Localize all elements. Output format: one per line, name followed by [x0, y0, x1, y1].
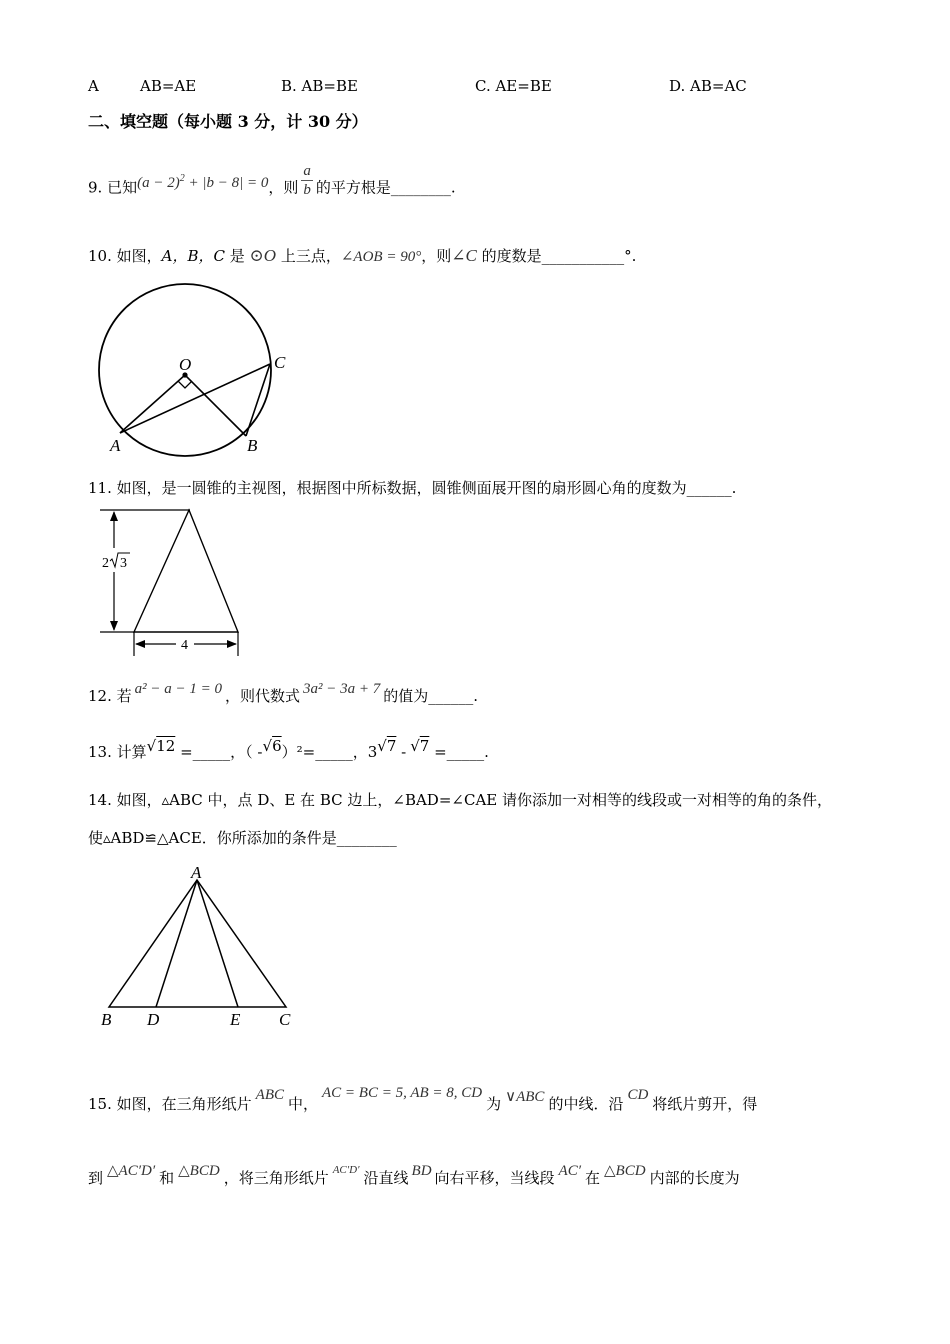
question-15-line-1: [88, 1085, 758, 1115]
base-label: 4: [181, 638, 188, 653]
height-arrow-bottom: [110, 621, 118, 631]
q15-condition: AC = BC = 5, AB = 8, CD: [322, 1085, 483, 1101]
q15-cd: CD: [627, 1087, 649, 1103]
q10-angle-c: ∠C: [451, 246, 477, 265]
question-14-line-1: [88, 790, 832, 810]
option-a-letter: A: [88, 77, 99, 95]
option-b: B. AB=BE: [281, 77, 358, 95]
q15-l2f: 在: [585, 1169, 601, 1187]
q9-mid: ，则: [268, 178, 299, 197]
label-o: O: [179, 355, 192, 374]
q15-l2b: 和: [159, 1169, 175, 1187]
q15-l2a: 到: [88, 1169, 104, 1187]
q12-expression: 3a² − 3a + 7: [303, 681, 381, 697]
question-11: [88, 478, 736, 498]
q9-fraction: $\frac{a}{b}$: [303, 163, 311, 198]
label-d: D: [147, 1010, 160, 1029]
label-b: B: [101, 1010, 112, 1029]
q15-triangle-bcd: △BCD: [178, 1163, 220, 1179]
q12-pre: 若: [116, 687, 132, 705]
q12-equation: a² − a − 1 = 0: [134, 681, 223, 697]
q13-radical-2: √6: [262, 737, 282, 755]
height-label-radicand: 3: [120, 556, 127, 571]
figure-11-cone: [98, 504, 248, 656]
q15-ac: AC′: [558, 1163, 581, 1179]
option-a-text: AB=AE: [140, 77, 197, 95]
q15-bd: BD: [411, 1163, 432, 1179]
q10-post: 的度数是___________°.: [476, 247, 637, 265]
segment-ac: [120, 364, 270, 433]
section-title: 二、填空题（每小题 3 分，计 30 分）: [88, 112, 368, 131]
q10-mid2: 上三点，: [276, 247, 341, 265]
figure-14-triangle: [98, 864, 298, 1034]
q15-l2e: 向右平移，当线段: [434, 1169, 555, 1187]
label-c: C: [279, 1010, 291, 1029]
q10-number: 10.: [88, 247, 112, 265]
option-d: D. AB=AC: [669, 77, 747, 95]
q11-number: 11.: [88, 479, 112, 497]
q13-part1: =_____，（ -: [175, 743, 263, 761]
cone-triangle: [134, 510, 238, 632]
q13-number: 13.: [88, 743, 112, 761]
question-14-line-2: 使▵ABD≌△ACE．你所添加的条件是________: [88, 829, 397, 847]
right-angle-mark: [178, 381, 192, 388]
q9-expr: $(a - 2)^2 + |b - 8| = 0$: [137, 172, 269, 191]
q10-circle: ⊙O: [249, 246, 277, 265]
question-15-line-2: [88, 1163, 740, 1190]
question-12: [88, 681, 479, 707]
label-e: E: [230, 1010, 241, 1029]
q12-mid: ，则代数式: [225, 687, 301, 705]
q15-acd: AC′D′: [332, 1164, 360, 1176]
q13-pre: 计算: [116, 743, 147, 761]
q15-triangle-bcd-2: △BCD: [604, 1163, 646, 1179]
label-c: C: [274, 353, 286, 372]
q10-pre: 如图，: [116, 247, 162, 265]
q13-radical-1: √12: [146, 737, 176, 755]
label-a: A: [191, 863, 202, 882]
label-a: A: [110, 436, 121, 455]
q13-part2: ）²=_____，3: [281, 743, 378, 761]
q13-radical-4: √7: [410, 737, 430, 755]
question-10: [88, 246, 636, 267]
q15-l2d: 沿直线: [363, 1169, 409, 1187]
base-arrow-right: [227, 640, 237, 648]
segment-oa: [120, 375, 185, 433]
height-arrow-top: [110, 511, 118, 521]
q15-abc: ABC: [255, 1087, 284, 1103]
height-label-coef: 2: [102, 556, 109, 571]
q12-post: 的值为______.: [383, 687, 479, 705]
q9-post: 的平方根是________.: [315, 178, 456, 197]
q13-part4: =_____.: [429, 743, 489, 761]
label-b: B: [247, 436, 258, 455]
q15-l2g: 内部的长度为: [649, 1169, 740, 1187]
segment-ob: [185, 375, 246, 436]
q15-triangle-acd: △AC′D′: [107, 1163, 156, 1179]
triangle-abc: [109, 880, 286, 1007]
q15-l1d: 的中线．沿: [548, 1095, 624, 1113]
question-9: [88, 163, 456, 207]
q13-part3: -: [396, 743, 407, 761]
q12-number: 12.: [88, 687, 112, 705]
figure-10-circle: [90, 280, 290, 460]
q15-l1e: 将纸片剪开，得: [652, 1095, 758, 1113]
q9-number: 9.: [88, 178, 103, 197]
q9-pre: 已知: [107, 178, 138, 197]
q14-number: 14.: [88, 791, 112, 809]
base-arrow-left: [135, 640, 145, 648]
q15-number: 15.: [88, 1095, 112, 1113]
q15-triangle-abc: ∨ABC: [505, 1089, 545, 1105]
segment-ad: [156, 880, 197, 1007]
question-13: [88, 737, 489, 762]
option-c: C. AE=BE: [475, 77, 552, 95]
q15-l1a: 如图，在三角形纸片: [116, 1095, 252, 1113]
q10-angle: ∠AOB = 90°: [340, 249, 422, 265]
q15-l1b: 中，: [288, 1095, 319, 1113]
q13-radical-3: √7: [377, 737, 397, 755]
q10-vars: A，B，C: [161, 247, 225, 265]
segment-ae: [197, 880, 238, 1007]
q15-l2c: ，将三角形纸片: [223, 1169, 329, 1187]
q14-text-line-1: 如图，▵ABC 中，点 D、E 在 BC 边上，∠BAD=∠CAE 请你添加一对相等的线段或一对相等的角的条件，: [116, 791, 832, 809]
q10-mid1: 是: [225, 247, 250, 265]
q15-l1c: 为: [486, 1095, 502, 1113]
q11-text: 如图，是一圆锥的主视图，根据图中所标数据，圆锥侧面展开图的扇形圆心角的度数为______.: [116, 479, 737, 497]
q10-mid3: ，则: [421, 247, 452, 265]
